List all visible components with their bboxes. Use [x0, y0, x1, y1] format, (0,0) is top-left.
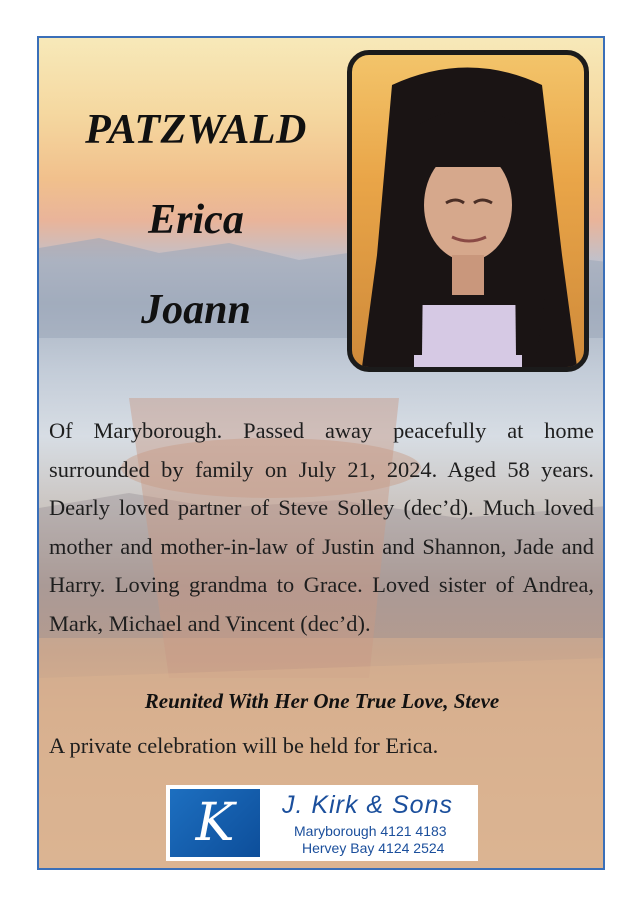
logo-letter: K — [195, 793, 235, 853]
funeral-director-logo — [170, 789, 260, 857]
notice-body-text: Of Maryborough. Passed away peacefully at home surrounded by family on July 21, 2024. Aged 58 years. Dearly loved partner of Steve Solley (dec’d). Much loved mother and mother-in-law of Justin and Shannon, Jade and Harry. Loving grandma to Grace. Loved sister of Andrea, Mark, Michael and Vincent (dec’d). — [49, 418, 594, 636]
notice-tagline: Reunited With Her One True Love, Steve — [144, 689, 500, 713]
notice-closing-line: A private celebration will be held for Erica. — [49, 733, 439, 758]
death-notice — [37, 36, 605, 870]
funeral-director-ad — [166, 785, 478, 861]
funeral-director-name: J. Kirk & Sons — [282, 791, 453, 819]
deceased-surname: PATZWALD — [85, 107, 307, 153]
phone-maryborough: Maryborough 4121 4183 — [294, 823, 447, 839]
portrait-illustration — [352, 55, 584, 367]
phone-hervey-bay: Hervey Bay 4124 2524 — [302, 840, 445, 856]
deceased-first-name: Erica — [148, 197, 244, 243]
deceased-portrait-photo — [347, 50, 589, 372]
deceased-middle-name: Joann — [141, 287, 251, 333]
